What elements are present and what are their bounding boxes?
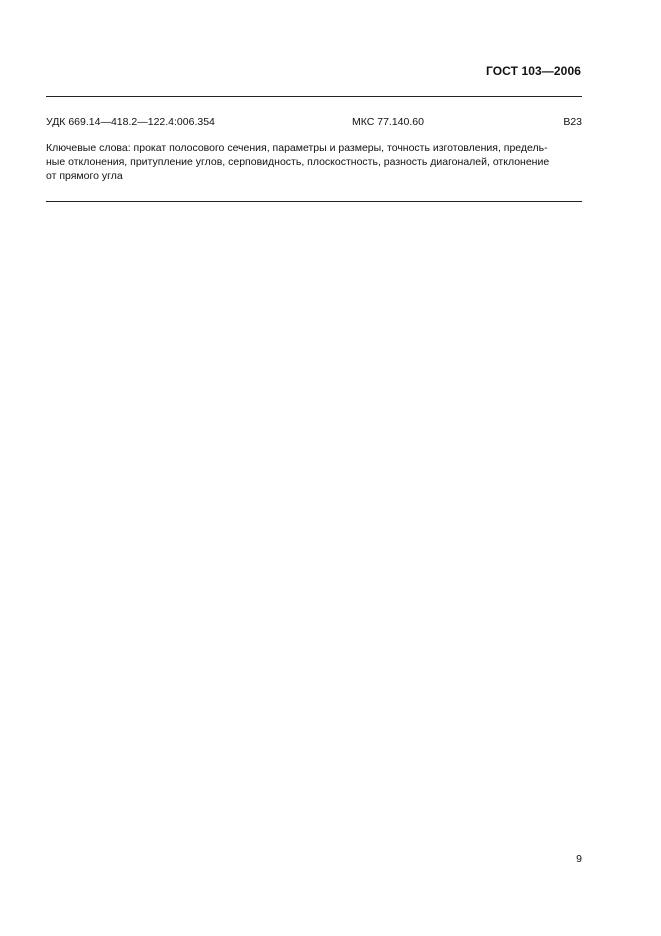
top-divider: [46, 96, 582, 97]
bottom-divider: [46, 201, 582, 202]
page-number: 9: [576, 853, 582, 865]
keywords-line: Ключевые слова: прокат полосового сечения, параметры и размеры, точность изготовления, предель-: [46, 142, 548, 154]
keywords-line: ные отклонения, притупление углов, серповидность, плоскостность, разность диагоналей, отклонение: [46, 156, 550, 168]
mks-code: МКС 77.140.60: [352, 116, 424, 128]
keywords-block: [46, 141, 582, 183]
document-code: ГОСТ 103—2006: [485, 64, 581, 78]
udk-code: УДК 669.14—418.2—122.4:006.354: [46, 116, 215, 128]
keywords-line: от прямого угла: [46, 170, 123, 182]
group-code: В23: [563, 116, 582, 128]
